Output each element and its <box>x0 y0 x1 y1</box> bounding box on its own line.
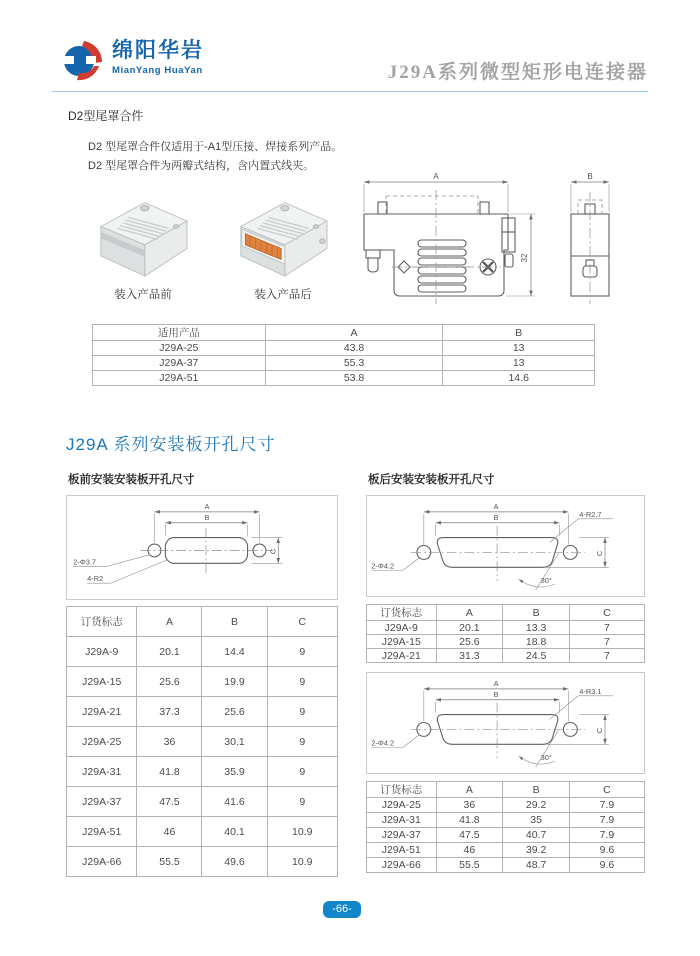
rear-mount-drawing2 <box>367 673 644 773</box>
table-cell: J29A-21 <box>367 649 437 663</box>
table-cell: 9.6 <box>569 858 644 873</box>
table-cell: 9 <box>267 787 337 817</box>
dim-label-a: A <box>493 678 499 688</box>
table-cell: J29A-37 <box>367 828 437 843</box>
table-cell: 39.2 <box>503 843 570 858</box>
table-header-row <box>93 325 595 341</box>
table-cell: J29A-25 <box>93 341 266 356</box>
table-row <box>367 813 645 828</box>
column-header: A <box>265 325 443 341</box>
caption-before: 装入产品前 <box>114 289 172 301</box>
photo-after-assembly <box>228 190 338 285</box>
table-row <box>93 356 595 371</box>
column-header: 订货标志 <box>67 607 137 637</box>
page-number-badge: -66- <box>323 901 361 918</box>
table-row <box>367 621 645 635</box>
table-cell: 29.2 <box>503 798 570 813</box>
table-cell: 10.9 <box>267 847 337 877</box>
table-row <box>67 757 338 787</box>
table-cell: J29A-9 <box>367 621 437 635</box>
table-cell: 7.9 <box>569 813 644 828</box>
table-row <box>67 787 338 817</box>
table-cell: 9 <box>267 757 337 787</box>
table-cell: 13 <box>443 341 595 356</box>
mount-section-heading: J29A 系列安装板开孔尺寸 <box>66 435 276 454</box>
rear-mount-drawing2-box <box>366 672 645 774</box>
table-cell: 30.1 <box>202 727 267 757</box>
d2-section-heading: D2型尾罩合件 <box>68 109 144 123</box>
dim-label-b: B <box>493 512 499 522</box>
table-cell: J29A-51 <box>93 371 266 386</box>
table-row <box>367 858 645 873</box>
table-cell: 48.7 <box>503 858 570 873</box>
table-cell: J29A-31 <box>67 757 137 787</box>
d2-product-table-wrap <box>92 324 595 386</box>
table-row <box>367 798 645 813</box>
table-row <box>67 817 338 847</box>
d2-description-line1: D2 型尾罩合件仅适用于-A1型压接、焊接系列产品。 <box>88 141 343 153</box>
table-cell: 53.8 <box>265 371 443 386</box>
table-cell: 14.6 <box>443 371 595 386</box>
d2-product-table <box>92 324 595 386</box>
table-cell: 35 <box>503 813 570 828</box>
table-row <box>367 843 645 858</box>
logo-icon <box>58 36 104 82</box>
table-cell: 9 <box>267 727 337 757</box>
front-mount-table-wrap <box>66 606 338 877</box>
table-cell: 25.6 <box>137 667 202 697</box>
header-divider <box>52 91 648 92</box>
table-row <box>93 371 595 386</box>
company-logo <box>58 36 204 82</box>
column-header: B <box>503 605 570 621</box>
table-cell: 25.6 <box>202 697 267 727</box>
rear-mount-table1 <box>366 604 645 663</box>
table-cell: 47.5 <box>436 828 503 843</box>
rear-mount-table2 <box>366 781 645 873</box>
table-cell: 7.9 <box>569 798 644 813</box>
column-header: B <box>443 325 595 341</box>
table-row <box>67 697 338 727</box>
table-cell: J29A-31 <box>367 813 437 828</box>
table-cell: J29A-21 <box>67 697 137 727</box>
table-row <box>67 637 338 667</box>
table-row <box>367 649 645 663</box>
table-cell: J29A-51 <box>67 817 137 847</box>
column-header: C <box>267 607 337 637</box>
dim-label-b: B <box>493 689 499 699</box>
table-cell: 7 <box>569 621 644 635</box>
table-cell: 9 <box>267 697 337 727</box>
table-cell: 31.3 <box>436 649 503 663</box>
radius-callout: 4-R2 <box>87 574 104 584</box>
table-row <box>67 667 338 697</box>
table-cell: 37.3 <box>137 697 202 727</box>
table-cell: 55.3 <box>265 356 443 371</box>
table-cell: 55.5 <box>137 847 202 877</box>
dim-label-32: 32 <box>520 253 529 263</box>
caption-after: 装入产品后 <box>254 289 312 301</box>
table-cell: 10.9 <box>267 817 337 847</box>
hole-callout: 2-Φ4.2 <box>371 738 395 748</box>
front-mount-drawing <box>67 496 337 599</box>
column-header: 订货标志 <box>367 605 437 621</box>
radius-callout: 4-R2.7 <box>579 509 602 519</box>
column-header: C <box>569 605 644 621</box>
rear-mount-subheading: 板后安装安装板开孔尺寸 <box>368 474 495 486</box>
table-row <box>367 828 645 843</box>
dim-label-a: A <box>204 501 210 511</box>
column-header: B <box>202 607 267 637</box>
table-cell: 36 <box>436 798 503 813</box>
rear-mount-table2-wrap <box>366 781 645 873</box>
table-cell: 41.8 <box>436 813 503 828</box>
table-cell: J29A-37 <box>93 356 266 371</box>
table-cell: J29A-51 <box>367 843 437 858</box>
table-cell: 19.9 <box>202 667 267 697</box>
hole-callout: 2-Φ4.2 <box>371 561 395 571</box>
table-cell: 7 <box>569 649 644 663</box>
table-cell: 55.5 <box>436 858 503 873</box>
table-cell: 35.9 <box>202 757 267 787</box>
table-cell: J29A-9 <box>67 637 137 667</box>
table-cell: 43.8 <box>265 341 443 356</box>
column-header: A <box>436 605 503 621</box>
table-cell: 9 <box>267 667 337 697</box>
dim-label-a: A <box>493 501 499 511</box>
dim-label-c: C <box>595 727 605 734</box>
table-cell: 13.3 <box>503 621 570 635</box>
table-cell: 9 <box>267 637 337 667</box>
table-cell: 40.1 <box>202 817 267 847</box>
table-row <box>367 635 645 649</box>
dim-label-c: C <box>268 548 278 555</box>
page-title: J29A系列微型矩形电连接器 <box>387 62 648 83</box>
table-cell: 40.7 <box>503 828 570 843</box>
column-header: 订货标志 <box>367 782 437 798</box>
dim-label-b: B <box>587 172 593 181</box>
hole-callout: 2-Φ3.7 <box>73 557 97 567</box>
table-cell: 7.9 <box>569 828 644 843</box>
table-cell: J29A-25 <box>367 798 437 813</box>
table-cell: J29A-15 <box>67 667 137 697</box>
table-cell: 49.6 <box>202 847 267 877</box>
table-cell: 20.1 <box>436 621 503 635</box>
table-cell: 13 <box>443 356 595 371</box>
table-cell: 36 <box>137 727 202 757</box>
table-cell: J29A-25 <box>67 727 137 757</box>
d2-description <box>88 138 342 176</box>
photo-before-assembly <box>88 190 198 285</box>
rear-mount-drawing1 <box>367 496 644 596</box>
table-cell: 24.5 <box>503 649 570 663</box>
table-cell: J29A-37 <box>67 787 137 817</box>
table-cell: J29A-15 <box>367 635 437 649</box>
table-cell: 20.1 <box>137 637 202 667</box>
front-mount-drawing-box <box>66 495 338 600</box>
table-cell: 47.5 <box>137 787 202 817</box>
table-cell: 14.4 <box>202 637 267 667</box>
table-cell: 46 <box>137 817 202 847</box>
column-header: A <box>137 607 202 637</box>
table-header-row <box>367 605 645 621</box>
dim-label-c: C <box>595 550 605 557</box>
table-cell: J29A-66 <box>67 847 137 877</box>
table-cell: 7 <box>569 635 644 649</box>
table-row <box>67 847 338 877</box>
table-row <box>93 341 595 356</box>
table-cell: 9.6 <box>569 843 644 858</box>
dim-label-b: B <box>204 512 210 522</box>
dim-label-a: A <box>433 172 439 181</box>
radius-callout: 4-R3.1 <box>579 686 602 696</box>
table-cell: J29A-66 <box>367 858 437 873</box>
angle-callout: 30° <box>540 576 552 586</box>
d2-description-line2: D2 型尾罩合件为两瓣式结构，含内置式线夹。 <box>88 160 315 172</box>
table-cell: 41.8 <box>137 757 202 787</box>
table-cell: 41.6 <box>202 787 267 817</box>
brand-name-cn: 绵阳华岩 <box>112 39 204 62</box>
angle-callout: 30° <box>540 753 552 763</box>
front-mount-table <box>66 606 338 877</box>
column-header: C <box>569 782 644 798</box>
table-header-row <box>367 782 645 798</box>
front-mount-subheading: 板前安装安装板开孔尺寸 <box>68 474 195 486</box>
d2-outline-drawing <box>356 172 646 312</box>
table-row <box>67 727 338 757</box>
column-header: B <box>503 782 570 798</box>
rear-mount-table1-wrap <box>366 604 645 663</box>
table-cell: 18.8 <box>503 635 570 649</box>
column-header: 适用产品 <box>93 325 266 341</box>
table-cell: 46 <box>436 843 503 858</box>
table-header-row <box>67 607 338 637</box>
table-cell: 25.6 <box>436 635 503 649</box>
column-header: A <box>436 782 503 798</box>
brand-name-en: MianYang HuaYan <box>112 65 203 76</box>
rear-mount-drawing1-box <box>366 495 645 597</box>
